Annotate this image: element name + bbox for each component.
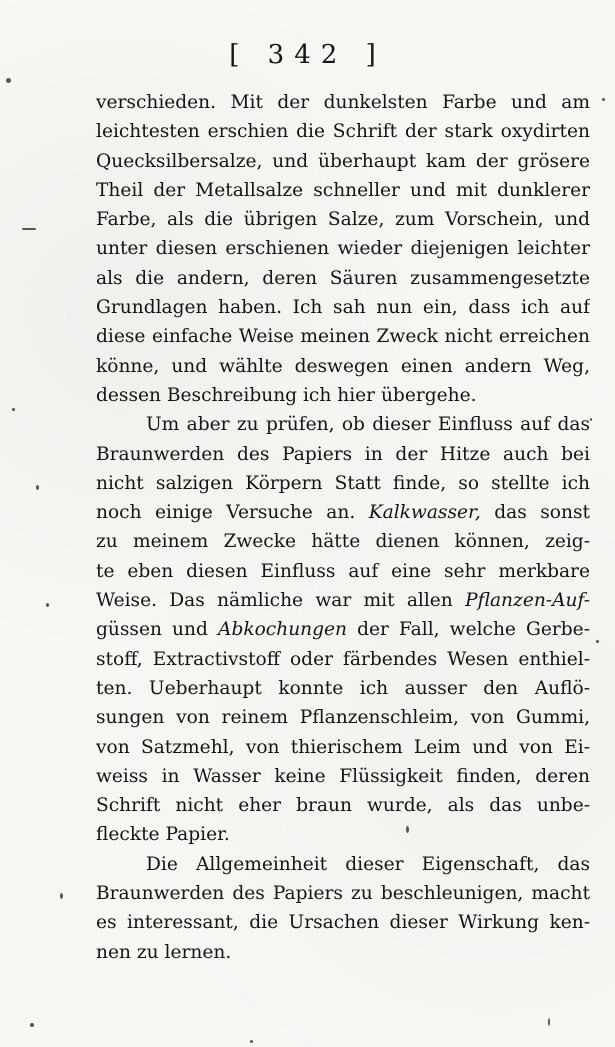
scan-speck bbox=[36, 485, 39, 490]
text-line: verschieden. Mit der dunkelsten Farbe und am bbox=[96, 92, 590, 113]
scan-speck bbox=[596, 640, 599, 643]
text-fragment: Weise. Das nämliche war mit allen bbox=[96, 590, 453, 612]
text-fragment: noch einige Versuche an. bbox=[96, 502, 356, 524]
body-text bbox=[96, 88, 590, 967]
text-line: könne, und wählte deswegen einen andern Weg, bbox=[96, 355, 590, 377]
text-line: dessen Beschreibung ich hier übergehe. bbox=[96, 384, 477, 406]
text-line: als die andern, deren Säuren zusammengesetzte bbox=[96, 267, 590, 289]
scan-speck bbox=[60, 893, 63, 899]
text-line: nen zu lernen. bbox=[96, 941, 232, 963]
italic-term: Abkochungen bbox=[218, 619, 348, 641]
text-fragment: das sonst bbox=[494, 502, 590, 524]
text-line: zu meinem Zwecke hätte dienen können, zeig- bbox=[96, 531, 590, 553]
scan-speck bbox=[548, 1018, 550, 1026]
text-line: Farbe, als die übrigen Salze, zum Vorschein, und bbox=[96, 209, 590, 231]
text-line: diese einfache Weise meinen Zweck nicht erreichen bbox=[96, 326, 590, 348]
text-line: leichtesten erschien die Schrift der stark oxydirten bbox=[96, 121, 590, 143]
italic-term: Pflanzen-Auf- bbox=[465, 590, 590, 612]
text-line: Grundlagen haben. Ich sah nun ein, dass ich auf bbox=[96, 297, 590, 319]
text-line: es interessant, die Ursachen dieser Wirkung ken- bbox=[96, 912, 590, 934]
text-line: von Satzmehl, von thierischem Leim und von Ei- bbox=[96, 736, 590, 758]
text-line: ten. Ueberhaupt konnte ich ausser den Auflö- bbox=[96, 677, 590, 699]
scan-speck bbox=[22, 228, 36, 230]
text-line: Schrift nicht eher braun wurde, als das unbe- bbox=[96, 795, 590, 817]
page-number: [ 342 ] bbox=[229, 40, 386, 70]
text-fragment: güssen und bbox=[96, 619, 208, 641]
text-line bbox=[96, 615, 590, 644]
scan-speck bbox=[46, 603, 49, 607]
text-line: stoff, Extractivstoff oder färbendes Wesen enthiel- bbox=[96, 648, 590, 670]
text-line: Theil der Metallsalze schneller und mit dunklerer bbox=[96, 179, 590, 201]
text-line bbox=[96, 586, 590, 615]
text-line: Die Allgemeinheit dieser Eigenschaft, das bbox=[146, 853, 590, 875]
text-line: Quecksilbersalze, und überhaupt kam der grösere bbox=[96, 150, 590, 172]
text-line: te eben diesen Einfluss auf eine sehr merkbare bbox=[96, 560, 590, 582]
scan-speck bbox=[12, 408, 15, 411]
text-line: Um aber zu prüfen, ob dieser Einfluss auf das bbox=[146, 414, 590, 436]
text-line: weiss in Wasser keine Flüssigkeit finden, deren bbox=[96, 765, 590, 787]
text-line bbox=[96, 498, 590, 527]
scan-speck bbox=[590, 418, 592, 421]
scan-speck bbox=[6, 78, 11, 83]
text-line: sungen von reinem Pflanzenschleim, von Gummi, bbox=[96, 707, 590, 729]
scan-speck bbox=[602, 98, 605, 101]
text-line: unter diesen erschienen wieder diejenigen leichter bbox=[96, 238, 590, 260]
text-fragment: der Fall, welche Gerbe- bbox=[357, 619, 590, 641]
scan-speck bbox=[250, 1040, 253, 1043]
italic-term: Kalkwasser, bbox=[368, 502, 481, 524]
text-line: fleckte Papier. bbox=[96, 824, 230, 846]
scan-speck bbox=[30, 1023, 34, 1027]
text-line: Braunwerden des Papiers zu beschleunigen, macht bbox=[96, 883, 590, 905]
text-line: Braunwerden des Papiers in der Hitze auch bei bbox=[96, 443, 590, 465]
text-line: nicht salzigen Körpern Statt finde, so stellte ich bbox=[96, 472, 590, 494]
